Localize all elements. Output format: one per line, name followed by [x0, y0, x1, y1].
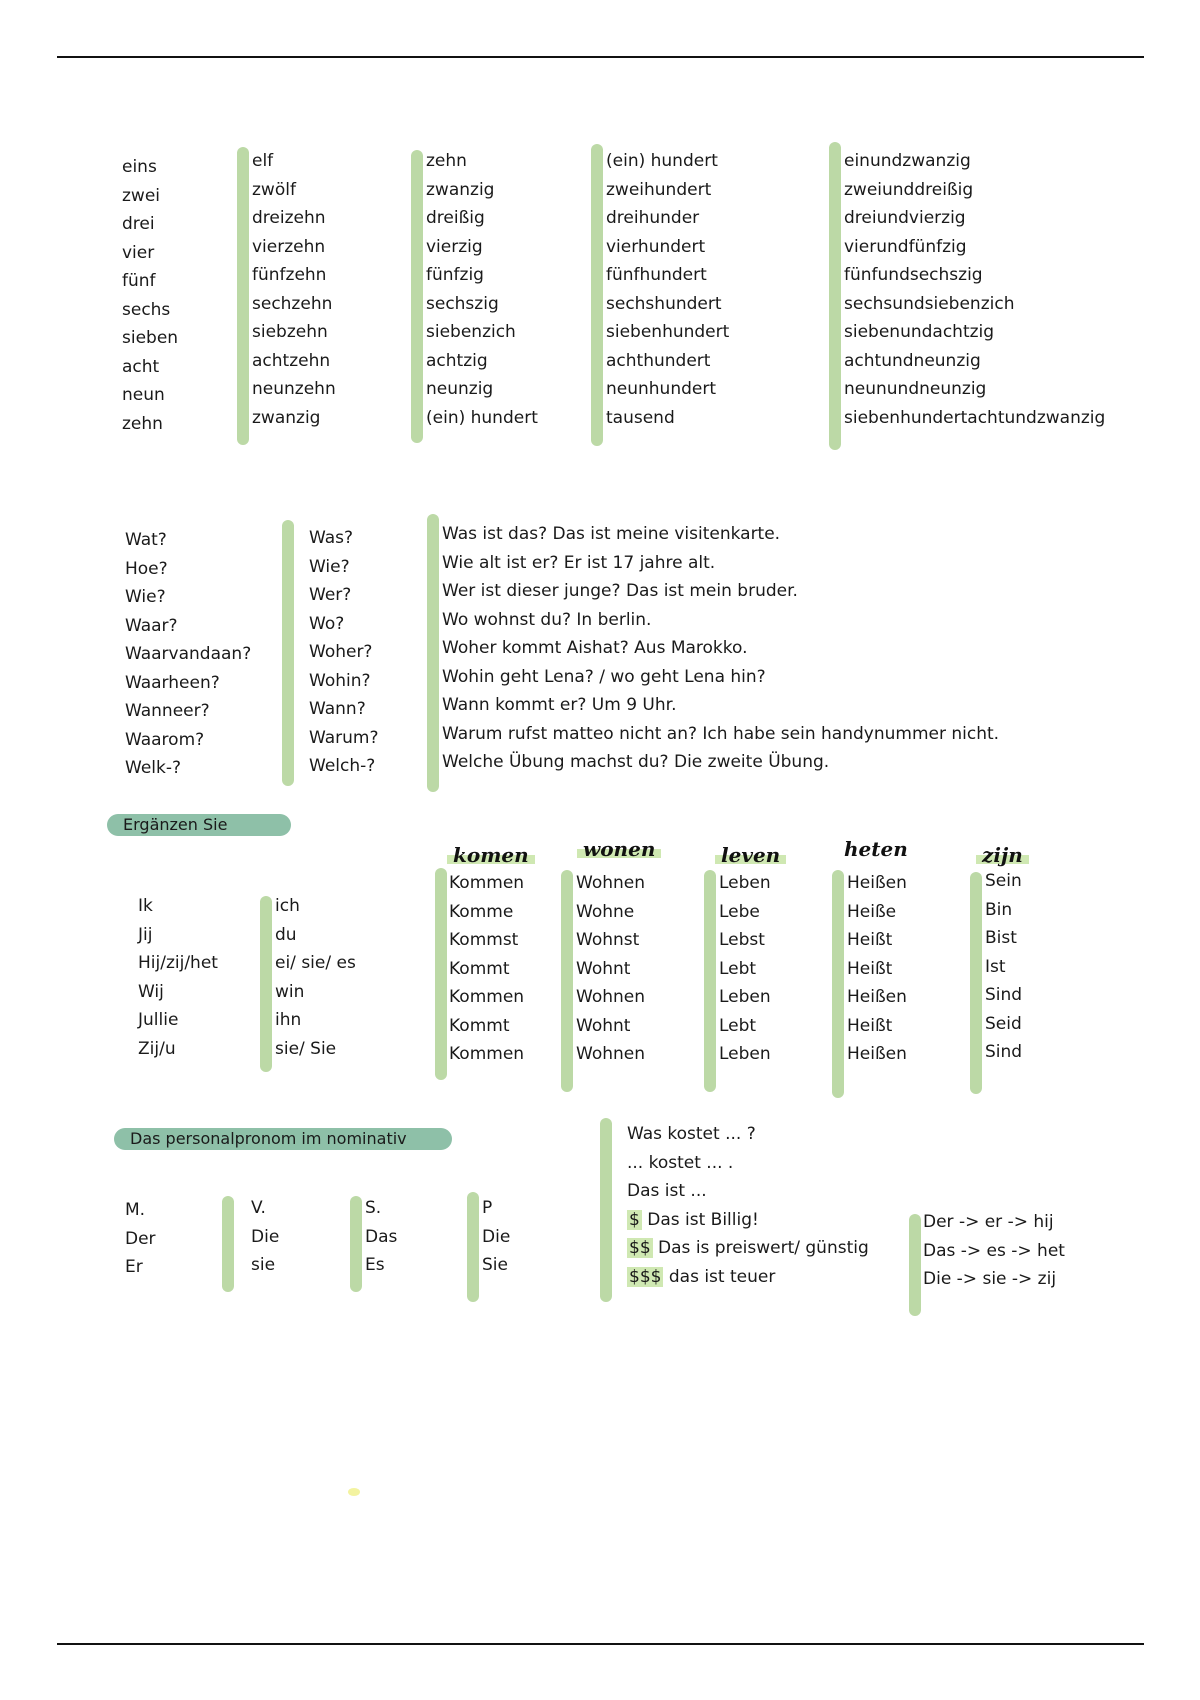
list-item: acht [122, 356, 160, 377]
list-item: Kommen [449, 987, 525, 1007]
list-item: Heißen [847, 1044, 907, 1064]
kosten-line: ... kostet ... . [627, 1152, 734, 1173]
list-item: (ein) hundert [606, 151, 718, 171]
personalpronom-title: Das personalpronom im nominativ [114, 1128, 452, 1150]
list-item: Komme [449, 901, 514, 922]
dutch-pronouns [138, 892, 218, 1063]
list-item: Bin [985, 899, 1013, 920]
list-item: ihn [275, 1010, 302, 1030]
list-item: zwanzig [426, 179, 495, 200]
list-item: siebenhundert [606, 322, 730, 342]
list-item: siebenhundertachtundzwanzig [844, 407, 1106, 428]
list-item: Waar? [125, 615, 178, 636]
list-item: Wat? [125, 530, 167, 550]
list-item: Hij/zij/het [138, 953, 218, 973]
list-item: fünfundsechszig [844, 265, 983, 285]
list-item: (ein) hundert [426, 407, 538, 428]
verb-forms-heten [847, 869, 907, 1069]
divider-bar [260, 896, 272, 1072]
verb-heading-komen: komen [447, 843, 535, 867]
list-item: M. [125, 1200, 146, 1220]
list-item: Warum? [309, 727, 379, 748]
verb-heading-heten: heten [844, 837, 908, 861]
divider-bar [591, 144, 603, 446]
list-item: Jij [138, 924, 153, 945]
list-item: P [482, 1198, 493, 1218]
list-item: Er [125, 1257, 143, 1277]
list-item: Sind [985, 1042, 1023, 1062]
price-mark: $$$ [629, 1266, 662, 1287]
list-item: fünfzehn [252, 265, 327, 285]
verb-heading-wonen: wonen [577, 837, 661, 861]
list-item: Sind [985, 985, 1023, 1005]
list-item: Wie alt ist er? Er ist 17 jahre alt. [442, 552, 716, 573]
divider-bar [829, 142, 841, 450]
list-item: V. [251, 1198, 266, 1218]
pronoun-group-m [125, 1196, 156, 1282]
list-item: Heißen [847, 987, 907, 1007]
list-item: zweiunddreißig [844, 179, 974, 200]
list-item: Sein [985, 871, 1022, 891]
pronoun-group-v [251, 1194, 279, 1280]
numbers-col-1 [122, 153, 178, 438]
divider-bar [561, 870, 573, 1092]
list-item: vierzehn [252, 236, 326, 257]
list-item: sie [251, 1255, 276, 1275]
verb-forms-wonen [576, 869, 645, 1069]
list-item: dreizehn [252, 208, 326, 228]
article-mapping [923, 1208, 1065, 1294]
list-item: Welche Übung machst du? Die zweite Übung. [442, 752, 830, 772]
divider-bar [467, 1192, 479, 1302]
list-item: zehn [426, 151, 467, 171]
divider-bar [832, 870, 844, 1098]
list-item: Waarom? [125, 729, 205, 750]
list-item: siebenundachtzig [844, 322, 995, 342]
list-item: Wohin geht Lena? / wo geht Lena hin? [442, 666, 766, 687]
verb-heading-leven: leven [715, 843, 786, 867]
list-item: Wohnen [576, 873, 645, 893]
list-item: sechsundsiebenzich [844, 293, 1015, 314]
list-item: Wohne [576, 901, 635, 922]
list-item: Wohnen [576, 987, 645, 1007]
kosten-phrases [627, 1120, 869, 1291]
list-item: siebzehn [252, 322, 328, 342]
list-item: Wo wohnst du? In berlin. [442, 609, 652, 630]
list-item: siebenzich [426, 322, 516, 342]
list-item: sechs [122, 299, 171, 320]
list-item: Leben [719, 873, 771, 893]
list-item: Leben [719, 1044, 771, 1064]
numbers-col-3 [426, 147, 538, 432]
list-item: fünf [122, 271, 156, 291]
list-item: drei [122, 214, 155, 234]
list-item: Wo? [309, 613, 345, 634]
price-text: das ist teuer [663, 1266, 776, 1287]
list-item: Was ist das? Das ist meine visitenkarte. [442, 524, 781, 544]
list-item: Wohnen [576, 1044, 645, 1064]
divider-bar [970, 872, 982, 1094]
list-item: Wohnt [576, 1015, 631, 1036]
price-mark: $ [629, 1209, 640, 1230]
list-item: vierhundert [606, 236, 706, 257]
list-item: vierzig [426, 236, 483, 257]
list-item: ich [275, 896, 300, 916]
price-mark: $$ [629, 1238, 651, 1258]
list-item: eins [122, 157, 157, 177]
list-item: Wer? [309, 585, 352, 605]
list-item: vierundfünfzig [844, 236, 967, 257]
list-item: Woher kommt Aishat? Aus Marokko. [442, 638, 748, 658]
price-line-fair [627, 1234, 869, 1263]
list-item: Welk-? [125, 758, 181, 778]
list-item: Zij/u [138, 1038, 176, 1059]
divider-bar [704, 870, 716, 1092]
list-item: S. [365, 1198, 382, 1218]
list-item: neunzehn [252, 379, 336, 399]
list-item: sechshundert [606, 293, 722, 314]
list-item: Wie? [309, 556, 350, 577]
list-item: Ist [985, 956, 1006, 977]
list-item: Kommen [449, 873, 525, 893]
erganzen-title: Ergänzen Sie [107, 814, 291, 836]
list-item: dreihunder [606, 208, 700, 228]
kosten-line: Was kostet ... ? [627, 1124, 756, 1144]
list-item: Es [365, 1255, 385, 1275]
list-item: achtundneunzig [844, 350, 981, 371]
list-item: Heiße [847, 901, 897, 922]
list-item: Die -> sie -> zij [923, 1269, 1057, 1289]
list-item: Heißt [847, 958, 893, 979]
pronoun-group-s [365, 1194, 397, 1280]
list-item: Die [482, 1226, 511, 1247]
list-item: Heißen [847, 873, 907, 893]
highlighter-dot [348, 1488, 360, 1496]
list-item: tausend [606, 407, 675, 428]
numbers-col-5 [844, 147, 1105, 432]
divider-bar [427, 514, 439, 792]
numbers-col-4 [606, 147, 729, 432]
list-item: Wer ist dieser junge? Das ist mein bruder. [442, 581, 798, 601]
german-questions [309, 524, 379, 781]
list-item: elf [252, 151, 274, 171]
kosten-line: Das ist ... [627, 1181, 707, 1201]
list-item: Bist [985, 928, 1017, 948]
list-item: Seid [985, 1013, 1022, 1034]
list-item: Waarvandaan? [125, 644, 252, 664]
list-item: neun [122, 385, 165, 405]
price-line-expensive [627, 1263, 869, 1292]
list-item: zwanzig [252, 407, 321, 428]
list-item: Kommt [449, 958, 510, 979]
list-item: zwei [122, 185, 161, 206]
list-item: Kommst [449, 930, 519, 950]
divider-bar [411, 150, 423, 443]
list-item: Welch-? [309, 756, 376, 776]
list-item: sechszig [426, 293, 499, 314]
list-item: Wohnt [576, 958, 631, 979]
bottom-rule [57, 1643, 1144, 1645]
list-item: neunzig [426, 379, 494, 399]
list-item: fünfzig [426, 265, 484, 285]
list-item: achtzehn [252, 350, 331, 371]
list-item: vier [122, 242, 155, 263]
list-item: Wann? [309, 699, 366, 719]
price-text: Das ist Billig! [641, 1209, 759, 1230]
list-item: Wie? [125, 587, 166, 607]
verb-forms-zijn [985, 867, 1022, 1067]
list-item: Wij [138, 981, 164, 1002]
divider-bar [350, 1196, 362, 1292]
list-item: Wanneer? [125, 701, 210, 721]
divider-bar [222, 1196, 234, 1292]
list-item: Woher? [309, 642, 373, 662]
list-item: Warum rufst matteo nicht an? Ich habe sein handynummer nicht. [442, 723, 1000, 744]
list-item: Kommen [449, 1044, 525, 1064]
list-item: Lebt [719, 1015, 757, 1036]
list-item: Sie [482, 1255, 508, 1275]
pronoun-group-p [482, 1194, 510, 1280]
list-item: Jullie [138, 1010, 179, 1030]
list-item: Heißt [847, 1015, 893, 1036]
list-item: fünfhundert [606, 265, 707, 285]
list-item: neunhundert [606, 379, 717, 399]
divider-bar [909, 1214, 921, 1316]
list-item: Waarheen? [125, 672, 220, 693]
list-item: Wohin? [309, 670, 371, 691]
divider-bar [282, 520, 294, 786]
list-item: Leben [719, 987, 771, 1007]
list-item: achtzig [426, 350, 488, 371]
verb-forms-leven [719, 869, 771, 1069]
divider-bar [435, 868, 447, 1080]
divider-bar [600, 1118, 612, 1302]
list-item: Was? [309, 528, 354, 548]
list-item: Lebst [719, 930, 765, 950]
list-item: Wohnst [576, 930, 640, 950]
list-item: sechzehn [252, 293, 333, 314]
list-item: sie/ Sie [275, 1038, 337, 1059]
list-item: sieben [122, 328, 179, 348]
list-item: achthundert [606, 350, 711, 371]
german-pronouns [275, 892, 356, 1063]
list-item: du [275, 924, 297, 945]
price-text: Das is preiswert/ günstig [652, 1238, 869, 1258]
price-line-cheap [627, 1206, 869, 1235]
list-item: ei/ sie/ es [275, 953, 356, 973]
list-item: einundzwanzig [844, 151, 971, 171]
divider-bar [237, 147, 249, 445]
list-item: zweihundert [606, 179, 712, 200]
list-item: Das -> es -> het [923, 1240, 1065, 1261]
list-item: zwölf [252, 179, 296, 200]
list-item: Die [251, 1226, 280, 1247]
list-item: Lebe [719, 901, 760, 922]
verb-heading-zijn: zijn [976, 843, 1029, 867]
list-item: Der -> er -> hij [923, 1212, 1054, 1232]
question-examples [442, 520, 999, 777]
list-item: dreiundvierzig [844, 208, 966, 228]
list-item: Das [365, 1226, 398, 1247]
list-item: Der [125, 1228, 156, 1249]
numbers-col-2 [252, 147, 336, 432]
list-item: dreißig [426, 208, 485, 228]
list-item: Lebt [719, 958, 757, 979]
list-item: Ik [138, 896, 153, 916]
list-item: Hoe? [125, 558, 168, 579]
top-rule [57, 56, 1144, 58]
list-item: Wann kommt er? Um 9 Uhr. [442, 695, 677, 715]
list-item: neunundneunzig [844, 379, 987, 399]
verb-forms-komen [449, 869, 524, 1069]
list-item: Kommt [449, 1015, 510, 1036]
list-item: zehn [122, 413, 163, 434]
list-item: Heißt [847, 930, 893, 950]
list-item: win [275, 981, 305, 1002]
dutch-questions [125, 526, 251, 783]
